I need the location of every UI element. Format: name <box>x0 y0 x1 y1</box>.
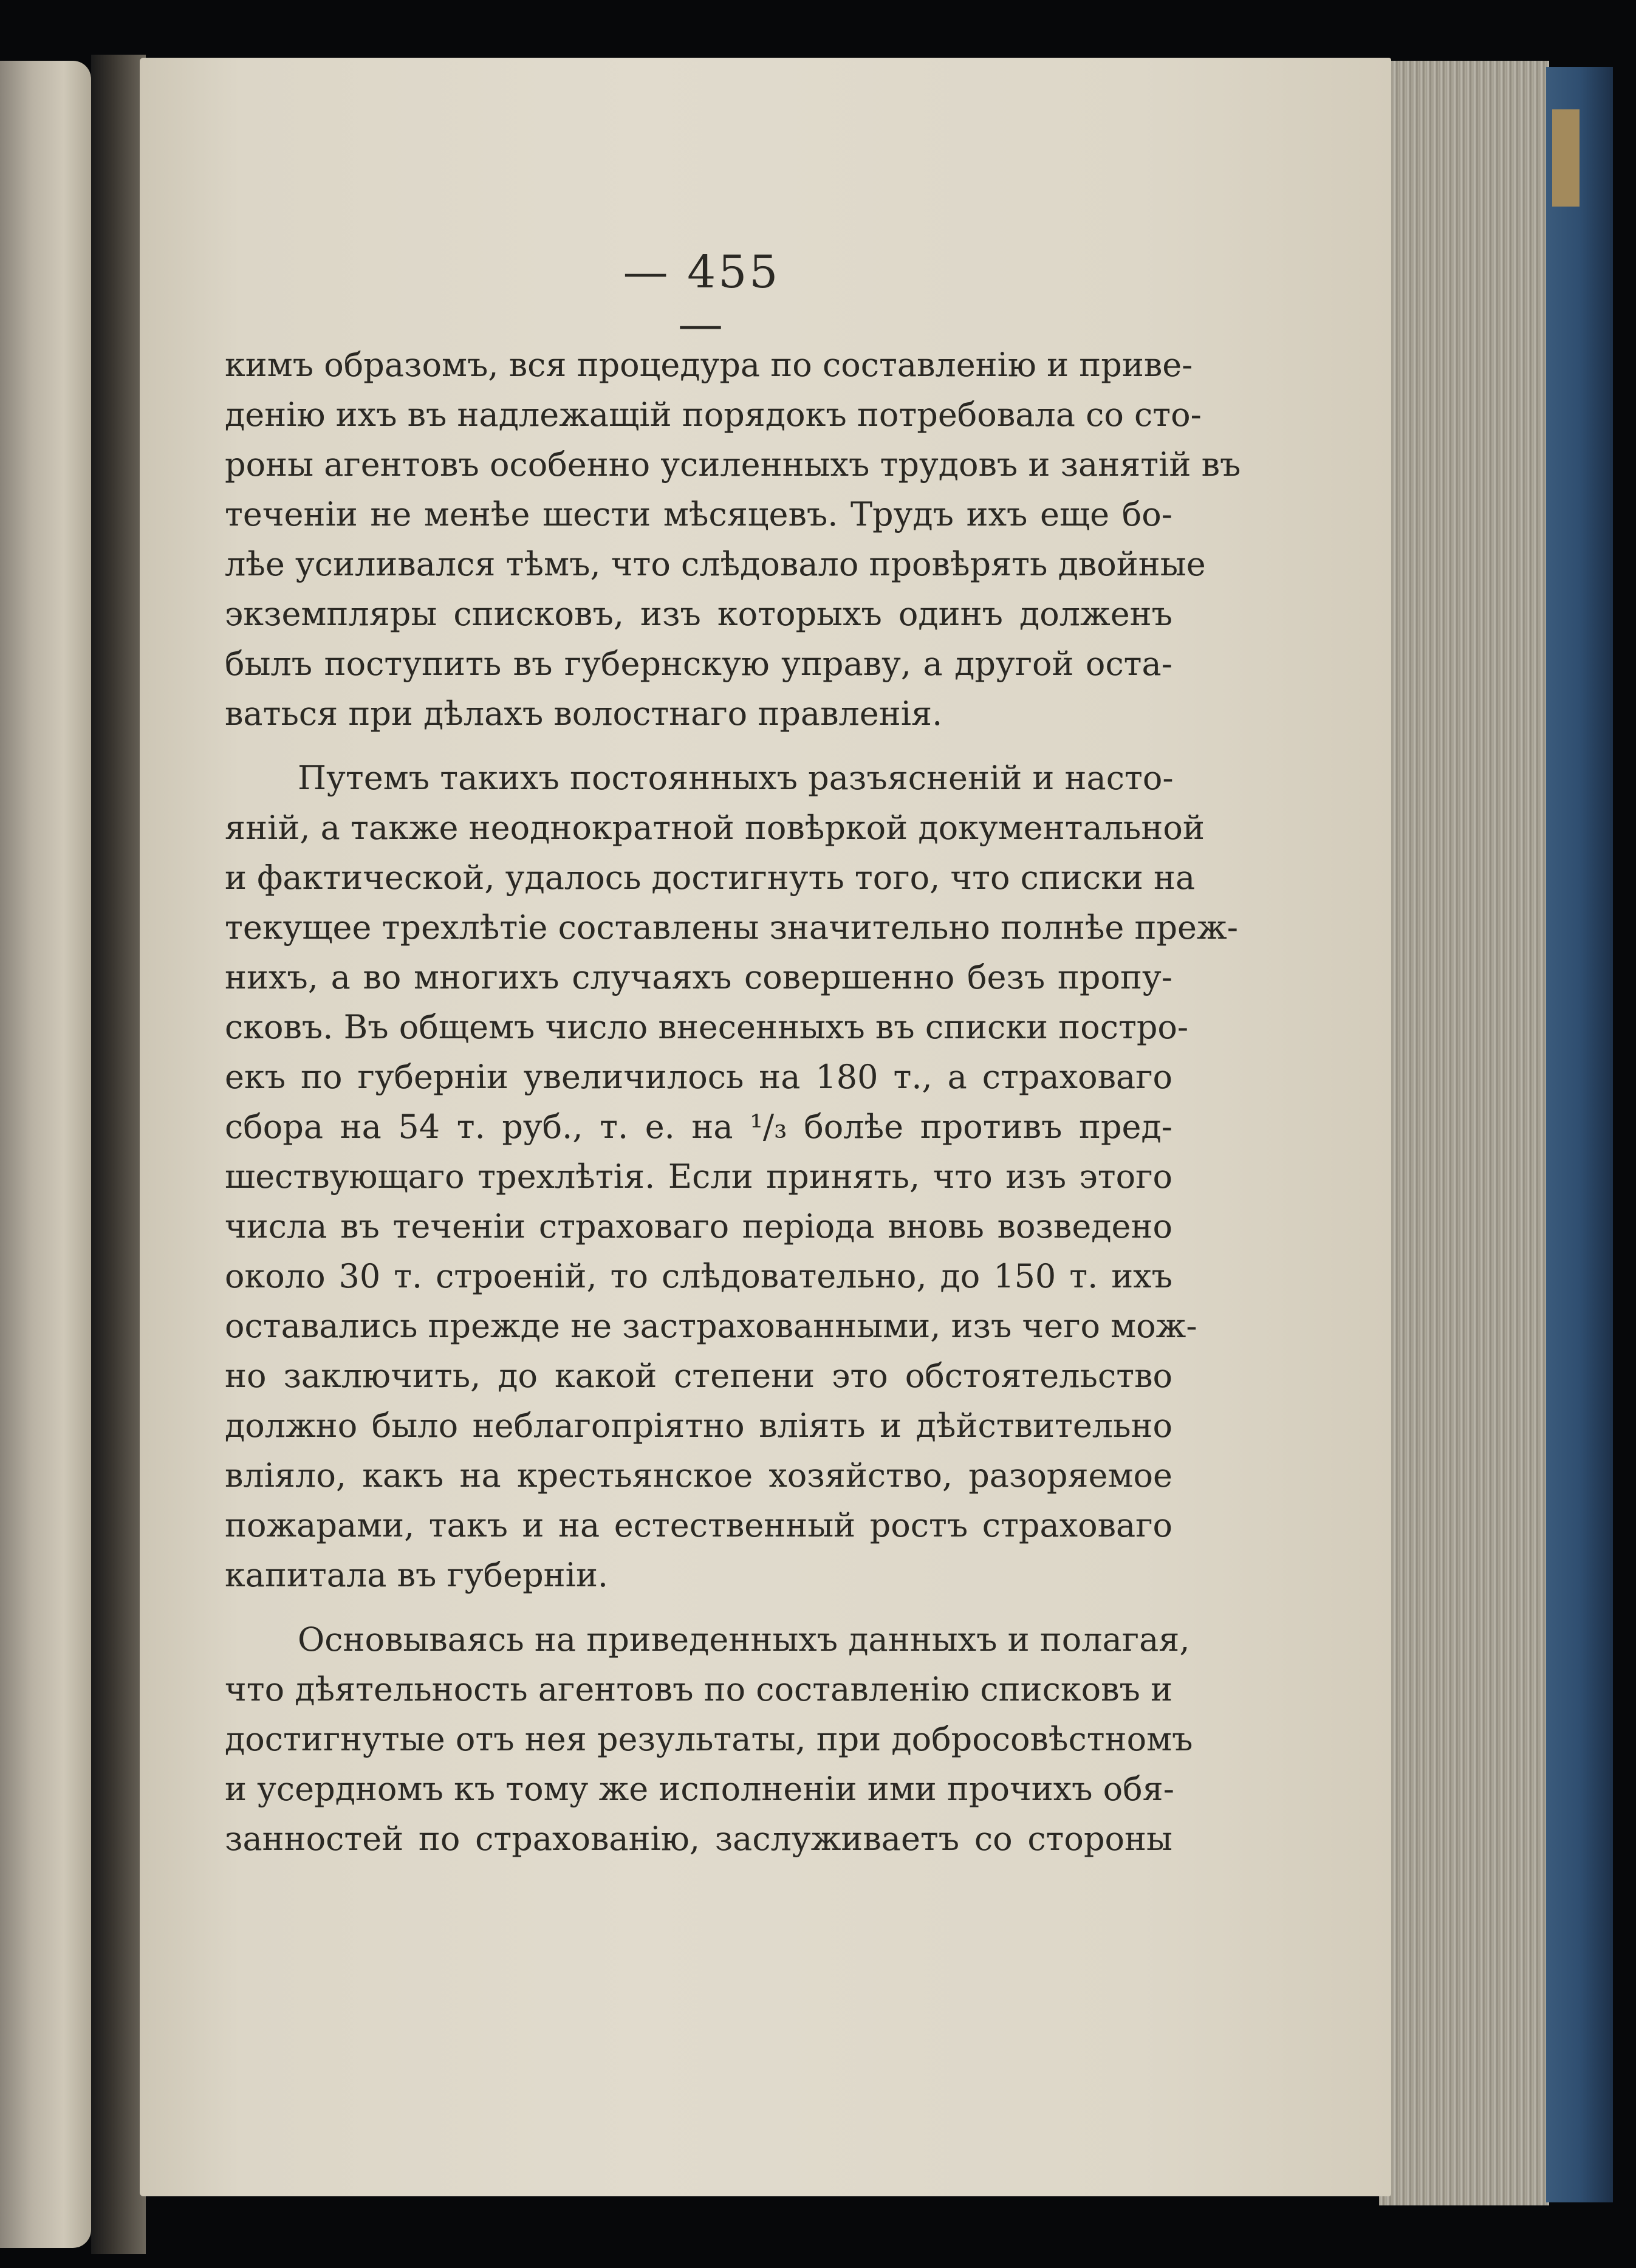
page-edges <box>1379 61 1549 2205</box>
cover-label <box>1552 109 1580 207</box>
text-line: но заключить, до какой степени это обстоятельство <box>225 1357 1172 1395</box>
text-line: кимъ образомъ, вся процедура по составленію и приве- <box>225 346 1193 384</box>
text-line: и фактической, удалось достигнуть того, что списки на <box>225 858 1196 897</box>
text-line: пожарами, такъ и на естественный ростъ страховаго <box>225 1506 1172 1544</box>
text-line: роны агентовъ особенно усиленныхъ трудовъ и занятій въ <box>225 445 1241 484</box>
text-line: вліяло, какъ на крестьянское хозяйство, разоряемое <box>225 1456 1172 1495</box>
text-line: нихъ, а во многихъ случаяхъ совершенно безъ пропу- <box>225 958 1172 996</box>
book-cover <box>1546 67 1613 2202</box>
paragraph <box>225 1615 1193 1864</box>
paragraph <box>225 340 1241 739</box>
text-line: шествующаго трехлѣтія. Если принять, что изъ этого <box>225 1157 1172 1196</box>
text-line: Основываясь на приведенныхъ данныхъ и полагая, <box>298 1620 1190 1659</box>
text-line: сковъ. Въ общемъ число внесенныхъ въ списки постро- <box>225 1008 1189 1046</box>
body-text <box>225 340 1241 1864</box>
text-line: ваться при дѣлахъ волостнаго правленія. <box>225 694 943 733</box>
text-line: денію ихъ въ надлежащій порядокъ потребовала со сто- <box>225 396 1202 434</box>
text-line: достигнутые отъ нея результаты, при добросовѣстномъ <box>225 1720 1193 1758</box>
text-line: экземпляры списковъ, изъ которыхъ одинъ долженъ <box>225 595 1172 633</box>
text-line: должно было неблагопріятно влiять и дѣйствительно <box>225 1406 1172 1445</box>
text-line: что дѣятельность агентовъ по составленію списковъ и <box>225 1670 1173 1708</box>
text-line: капитала въ губерніи. <box>225 1556 609 1594</box>
text-line: теченіи не менѣе шести мѣсяцевъ. Трудъ ихъ еще бо- <box>225 495 1172 533</box>
text-line: занностей по страхованію, заслуживаетъ со стороны <box>225 1820 1172 1858</box>
paragraph <box>225 753 1238 1600</box>
text-line: Путемъ такихъ постоянныхъ разъясненій и насто- <box>298 759 1174 797</box>
text-line: числа въ теченіи страховаго періода вновь возведено <box>225 1207 1172 1245</box>
text-line: яній, а также неоднократной повѣркой документальной <box>225 809 1205 847</box>
text-line: около 30 т. строеній, то слѣдовательно, до 150 т. ихъ <box>225 1257 1172 1295</box>
text-line: и усердномъ къ тому же исполненіи ими прочихъ обя- <box>225 1770 1174 1808</box>
text-line: былъ поступить въ губернскую управу, а другой оста- <box>225 645 1172 683</box>
text-line: екъ по губерніи увеличилось на 180 т., а страховаго <box>225 1058 1172 1096</box>
text-line: сбора на 54 т. руб., т. е. на ¹/₃ болѣе противъ пред- <box>225 1108 1172 1146</box>
book-gutter <box>91 55 146 2254</box>
text-line: оставались прежде не застрахованными, изъ чего мож- <box>225 1307 1197 1345</box>
text-line: текущее трехлѣтіе составлены значительно полнѣе преж- <box>225 908 1238 947</box>
text-line: лѣе усиливался тѣмъ, что слѣдовало провѣрять двойные <box>225 545 1206 583</box>
left-page-edge <box>0 61 91 2248</box>
page-number: — 455 — <box>623 246 781 351</box>
